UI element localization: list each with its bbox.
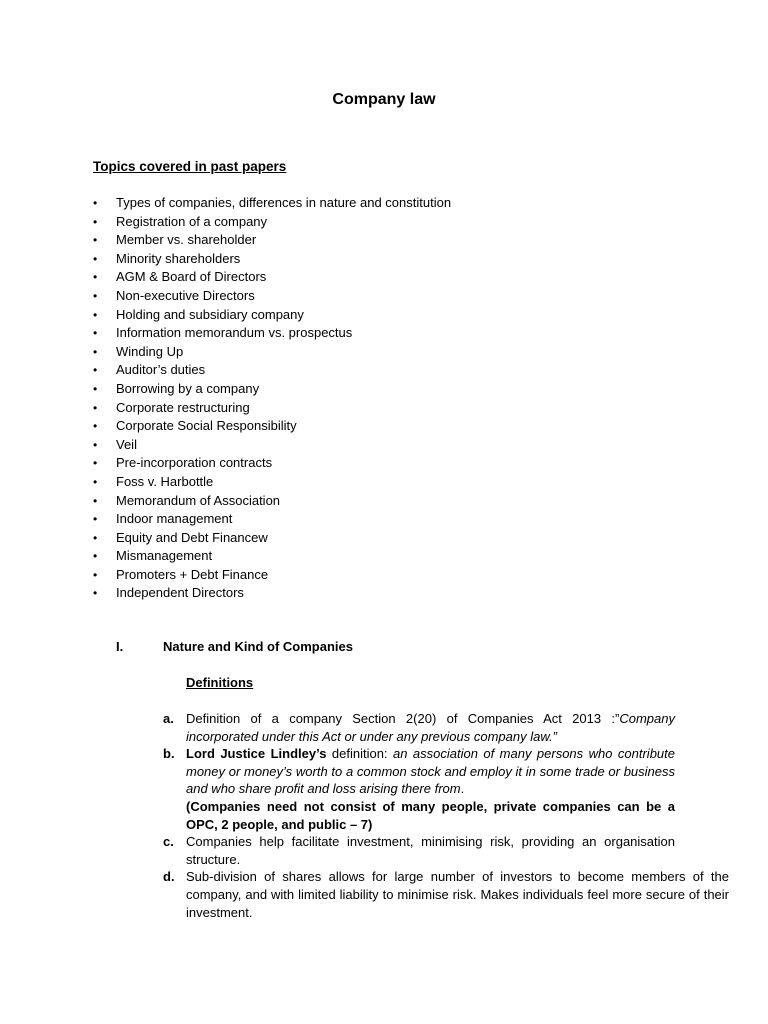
definition-item-d bbox=[163, 868, 729, 921]
definition-quote: Company incorporated under this Act or under any previous company law.” bbox=[186, 711, 675, 744]
topic-item bbox=[93, 436, 451, 455]
definition-text: definition: bbox=[326, 746, 393, 762]
bullet-icon: • bbox=[93, 474, 98, 489]
topics-list bbox=[93, 194, 451, 603]
topic-item bbox=[93, 473, 451, 492]
bullet-icon: • bbox=[93, 363, 98, 378]
topic-item bbox=[93, 250, 451, 269]
topic-label: Corporate Social Responsibility bbox=[116, 418, 297, 434]
topic-item bbox=[93, 194, 451, 213]
definition-item-b bbox=[163, 745, 675, 833]
definitions-list bbox=[163, 710, 729, 921]
topic-label: Registration of a company bbox=[116, 213, 268, 229]
topics-heading: Topics covered in past papers bbox=[93, 159, 287, 174]
topic-label: Mismanagement bbox=[116, 548, 213, 564]
topic-item bbox=[93, 529, 451, 548]
definition-text: Companies help facilitate investment, minimising risk, providing an organisation structure. bbox=[186, 834, 675, 867]
topic-item bbox=[93, 399, 451, 418]
bullet-icon: • bbox=[93, 586, 98, 601]
bullet-icon: • bbox=[93, 288, 98, 303]
topic-label: Independent Directors bbox=[116, 585, 244, 601]
definition-note: (Companies need not consist of many people, private companies can be a OPC, 2 people, and public – 7) bbox=[186, 798, 675, 832]
topic-label: Equity and Debt Financew bbox=[116, 529, 268, 545]
topic-item bbox=[93, 231, 451, 250]
topic-label: Memorandum of Association bbox=[116, 492, 281, 508]
topic-item bbox=[93, 213, 451, 232]
topic-label: Auditor’s duties bbox=[116, 362, 206, 378]
definition-text: Sub-division of shares allows for large number of investors to become members of the company, and with limited liability to minimise risk. Makes individuals feel more secure of their investment. bbox=[186, 869, 729, 920]
bullet-icon: • bbox=[93, 196, 98, 210]
topic-label: Veil bbox=[116, 436, 137, 452]
topic-label: Indoor management bbox=[116, 511, 233, 527]
topic-item bbox=[93, 584, 451, 603]
topic-label: Member vs. shareholder bbox=[116, 232, 257, 248]
topic-item bbox=[93, 361, 451, 380]
definition-quote: an association of many persons who contribute money or money’s worth to a common stock and employ it in some trade or business and who share profit and loss arising there from bbox=[186, 746, 675, 797]
topic-item bbox=[93, 510, 451, 529]
topic-label: AGM & Board of Directors bbox=[116, 269, 267, 285]
topic-item bbox=[93, 268, 451, 287]
topic-item bbox=[93, 492, 451, 511]
definition-item-c bbox=[163, 833, 675, 868]
section-title: Nature and Kind of Companies bbox=[163, 639, 353, 654]
section-number: I. bbox=[116, 639, 124, 654]
bullet-icon: • bbox=[93, 530, 98, 545]
topic-item bbox=[93, 324, 451, 343]
bullet-icon: • bbox=[93, 251, 98, 266]
definition-label: c. bbox=[163, 834, 174, 850]
definition-label: d. bbox=[163, 869, 175, 885]
bullet-icon: • bbox=[93, 381, 98, 396]
topic-label: Foss v. Harbottle bbox=[116, 473, 214, 489]
topic-label: Pre-incorporation contracts bbox=[116, 455, 273, 471]
bullet-icon: • bbox=[93, 567, 98, 582]
definition-item-a bbox=[163, 710, 675, 745]
topic-item bbox=[93, 287, 451, 306]
definition-end: . bbox=[460, 781, 465, 797]
bullet-icon: • bbox=[93, 344, 98, 359]
bullet-icon: • bbox=[93, 512, 98, 527]
page-title: Company law bbox=[332, 91, 436, 108]
bullet-icon: • bbox=[93, 307, 98, 322]
definition-author: Lord Justice Lindley’s bbox=[186, 746, 327, 762]
topic-label: Types of companies, differences in nature and constitution bbox=[116, 195, 452, 210]
definition-label: a. bbox=[163, 711, 174, 726]
topic-label: Corporate restructuring bbox=[116, 399, 250, 415]
topic-item bbox=[93, 454, 451, 473]
topic-label: Holding and subsidiary company bbox=[116, 306, 304, 322]
topic-item bbox=[93, 566, 451, 585]
bullet-icon: • bbox=[93, 233, 98, 248]
topic-item bbox=[93, 306, 451, 325]
topic-label: Minority shareholders bbox=[116, 250, 241, 266]
definition-text: Definition of a company Section 2(20) of Companies Act 2013 :” bbox=[186, 711, 620, 726]
definitions-heading: Definitions bbox=[186, 675, 254, 690]
topic-item bbox=[93, 417, 451, 436]
bullet-icon: • bbox=[93, 549, 98, 564]
bullet-icon: • bbox=[93, 214, 98, 229]
topic-item bbox=[93, 547, 451, 566]
bullet-icon: • bbox=[93, 326, 98, 341]
topic-label: Promoters + Debt Finance bbox=[116, 566, 269, 582]
bullet-icon: • bbox=[93, 456, 98, 471]
bullet-icon: • bbox=[93, 493, 98, 508]
definition-label: b. bbox=[163, 746, 175, 762]
topic-label: Non-executive Directors bbox=[116, 287, 255, 303]
section-heading bbox=[116, 638, 353, 656]
bullet-icon: • bbox=[93, 419, 98, 434]
topic-label: Borrowing by a company bbox=[116, 380, 260, 396]
topic-label: Information memorandum vs. prospectus bbox=[116, 325, 353, 341]
topic-label: Winding Up bbox=[116, 343, 184, 359]
topic-item bbox=[93, 380, 451, 399]
topic-item bbox=[93, 343, 451, 362]
bullet-icon: • bbox=[93, 400, 98, 415]
bullet-icon: • bbox=[93, 270, 98, 285]
bullet-icon: • bbox=[93, 437, 98, 452]
